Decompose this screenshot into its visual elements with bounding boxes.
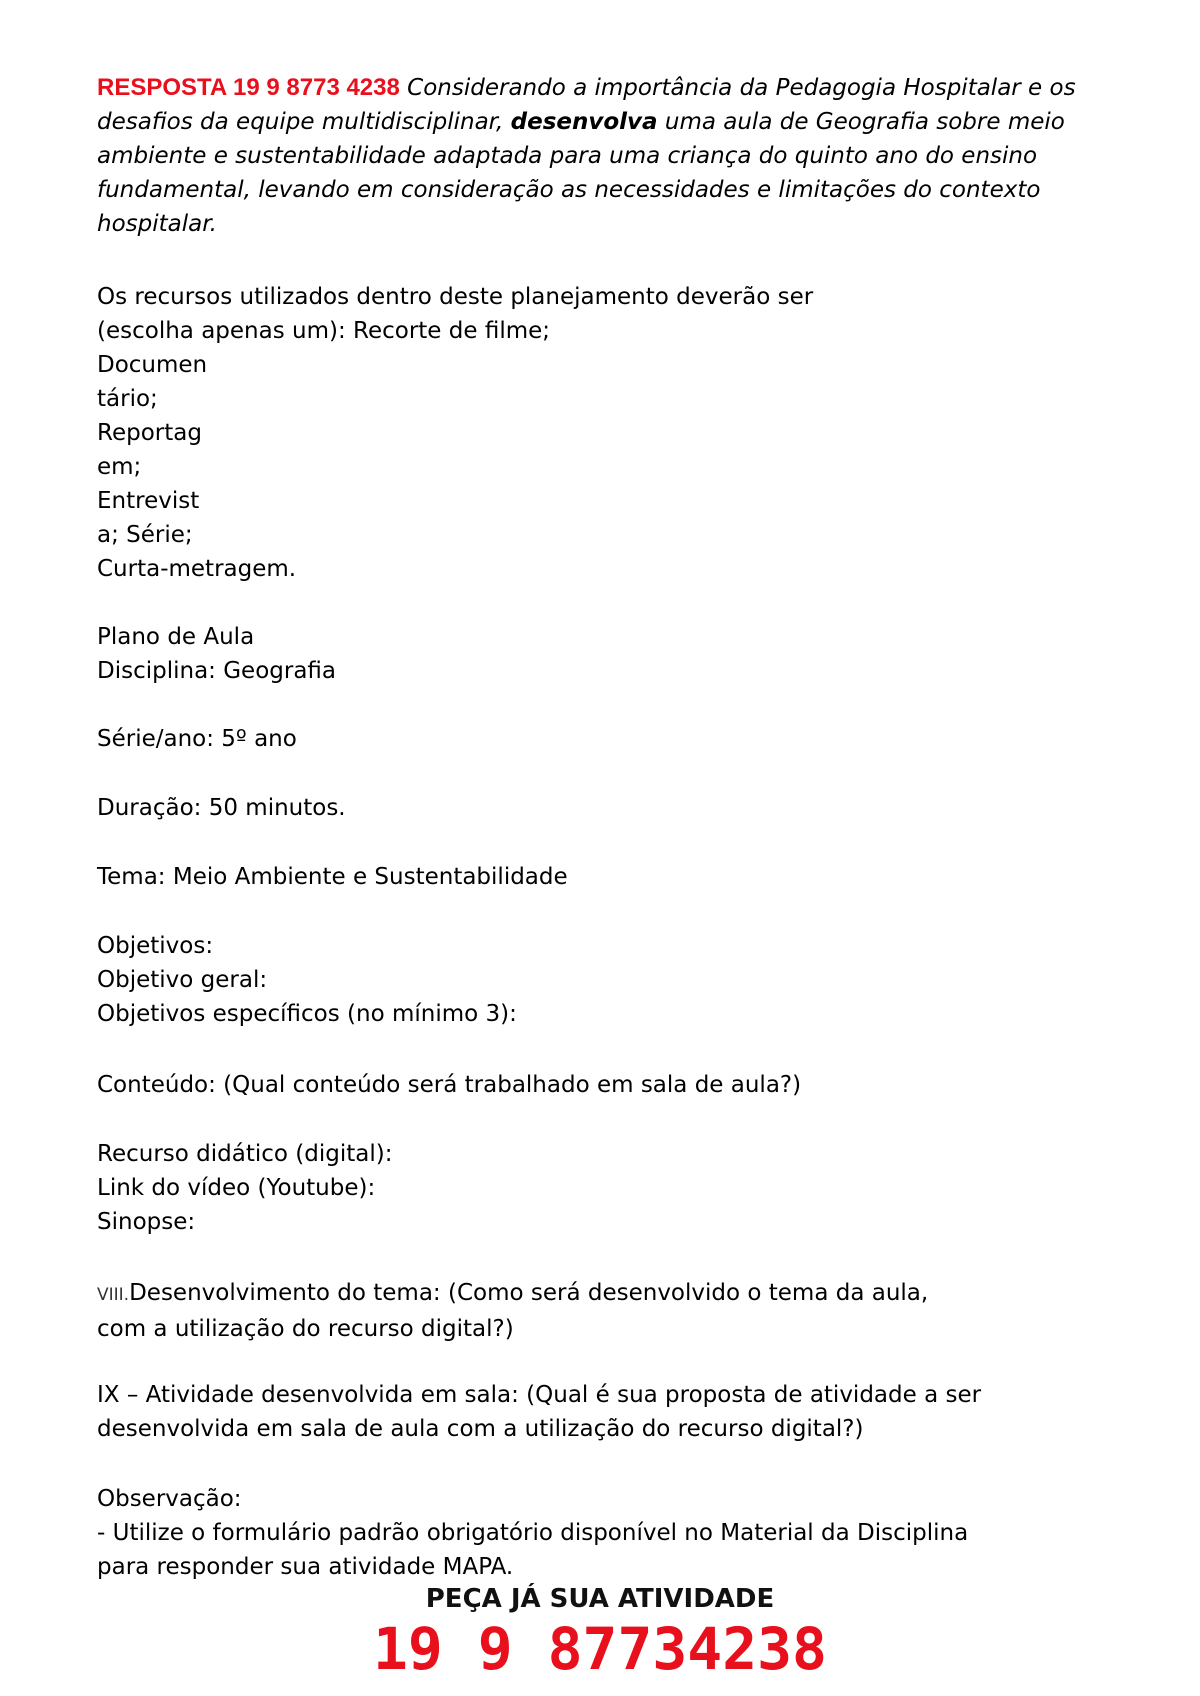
recursos-line: Os recursos utilizados dentro deste planejamento deverão ser (97, 284, 814, 310)
plano-title: Plano de Aula (97, 624, 255, 650)
observacao-line: para responder sua atividade MAPA. (97, 1554, 514, 1580)
plano-item-viii (97, 1276, 1107, 1346)
recursos-line: em; (97, 454, 142, 480)
item-line: Recurso didático (digital): (97, 1141, 393, 1167)
item-line: IX – Atividade desenvolvida em sala: (Qual é sua proposta de atividade a ser (97, 1382, 982, 1408)
recursos-block (97, 280, 1097, 586)
intro-text-after: uma aula de Geografia sobre meio ambiente e sustentabilidade adaptada para uma criança do quinto ano do ensino fundamental, levando em consideração as necessidades e limitações do contexto hospitalar. (97, 109, 1065, 237)
intro-paragraph (97, 71, 1107, 241)
recursos-line: a; Série; (97, 522, 193, 548)
plano-item-ix (97, 1378, 1107, 1446)
intro-bold-word: desenvolva (510, 109, 658, 135)
item-viii-first-line (97, 1276, 1107, 1312)
item-line: com a utilização do recurso digital?) (97, 1316, 514, 1342)
recursos-line: (escolha apenas um): Recorte de filme; (97, 318, 551, 344)
item-line: Objetivos específicos (no mínimo 3): (97, 1001, 517, 1027)
footer-title: PEÇA JÁ SUA ATIVIDADE (425, 1584, 775, 1614)
item-line: Link do vídeo (Youtube): (97, 1175, 376, 1201)
intro-text-before: Considerando a importância da Pedagogia Hospitalar e os desafios da equipe multidisciplinar, (97, 75, 1076, 135)
item-numeral: VIII. (97, 1285, 130, 1305)
item-line: Sinopse: (97, 1209, 196, 1235)
observacao-line: - Utilize o formulário padrão obrigatório disponível no Material da Disciplina (97, 1520, 969, 1546)
recursos-line: Documen (97, 352, 208, 378)
item-line: Desenvolvimento do tema: (Como será desenvolvido o tema da aula, (129, 1280, 929, 1306)
item-line: Conteúdo: (Qual conteúdo será trabalhado em sala de aula?) (97, 1072, 802, 1098)
observacao-block (97, 1482, 1107, 1584)
item-line: desenvolvida em sala de aula com a utilização do recurso digital?) (97, 1416, 864, 1442)
recursos-line: tário; (97, 386, 158, 412)
item-line: Duração: 50 minutos. (97, 795, 346, 821)
item-line: Objetivo geral: (97, 967, 268, 993)
recursos-line: Reportag (97, 420, 202, 446)
response-label: RESPOSTA 19 9 8773 4238 (97, 74, 400, 101)
item-line: Disciplina: Geografia (97, 658, 337, 684)
observacao-title: Observação: (97, 1486, 242, 1512)
item-line: Tema: Meio Ambiente e Sustentabilidade (97, 864, 568, 890)
footer-phone: 19 9 87734238 (373, 1615, 827, 1683)
recursos-line: Curta-metragem. (97, 556, 297, 582)
item-line: Objetivos: (97, 933, 214, 959)
recursos-line: Entrevist (97, 488, 200, 514)
item-line: Série/ano: 5º ano (97, 726, 297, 752)
